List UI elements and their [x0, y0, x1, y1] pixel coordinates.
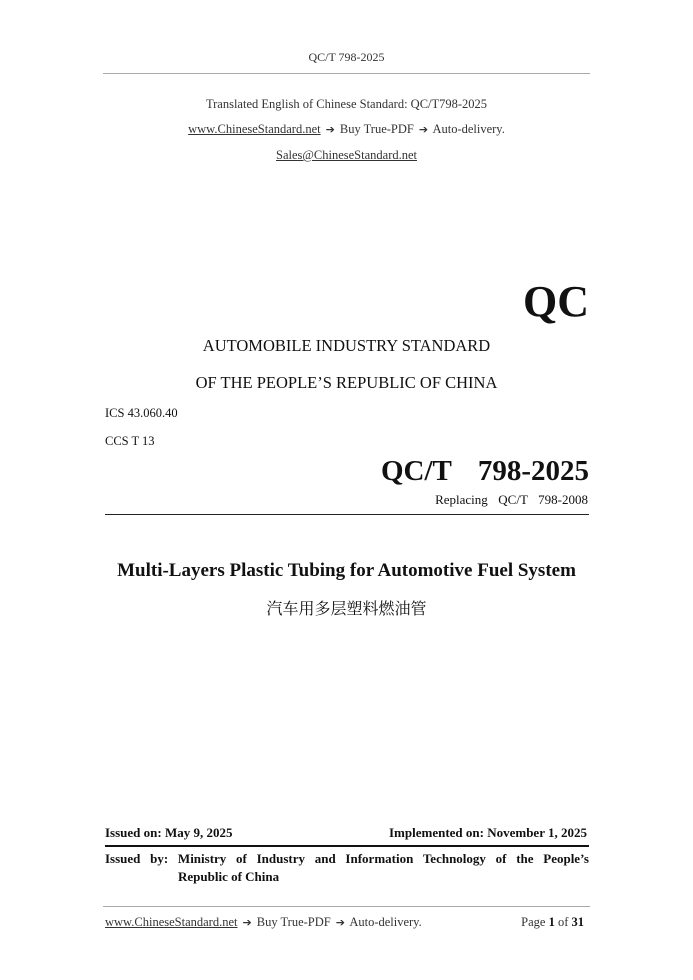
site-link[interactable]: www.ChineseStandard.net — [188, 122, 321, 136]
running-header: QC/T 798-2025 — [308, 50, 385, 64]
issue-divider — [105, 845, 589, 847]
right-arrow-icon: ➔ — [335, 916, 345, 929]
document-title-english: Multi-Layers Plastic Tubing for Automotive Fuel System — [117, 560, 576, 581]
footer-divider — [103, 906, 590, 907]
page-indicator — [521, 915, 584, 930]
standard-number-divider — [105, 514, 589, 515]
industry-standard-title: AUTOMOBILE INDUSTRY STANDARD — [202, 336, 491, 355]
right-arrow-icon: ➔ — [242, 916, 252, 929]
standard-number: QC/T 798-2025 — [380, 455, 589, 487]
footer-delivery-text: Auto-delivery. — [349, 915, 422, 929]
implemented-on-date: Implemented on: November 1, 2025 — [389, 825, 587, 840]
issued-by: Issued by: Ministry of Industry and Information Technology of the People’s — [105, 851, 589, 866]
qc-logo: QC — [523, 277, 589, 326]
auto-delivery-text: Auto-delivery. — [432, 122, 505, 136]
country-title: OF THE PEOPLE’S REPUBLIC OF CHINA — [195, 373, 498, 392]
footer-buy-text: Buy True-PDF — [256, 915, 331, 929]
page-label: Page — [521, 915, 546, 929]
replacing-standard: Replacing QC/T 798-2008 — [435, 492, 588, 507]
sales-email-line — [0, 148, 693, 163]
issued-by-continued: Republic of China — [178, 869, 280, 884]
ics-code: ICS 43.060.40 — [105, 406, 178, 420]
right-arrow-icon: ➔ — [418, 123, 429, 136]
buy-true-pdf-text: Buy True-PDF — [339, 122, 414, 136]
right-arrow-icon: ➔ — [325, 123, 335, 136]
purchase-line — [0, 122, 693, 137]
footer-purchase-line — [105, 915, 422, 930]
page-of-label: of — [557, 915, 569, 929]
footer-site-link[interactable]: www.ChineseStandard.net — [105, 915, 238, 929]
page-current: 1 — [548, 915, 555, 929]
ccs-code: CCS T 13 — [105, 434, 155, 448]
document-title-chinese: 汽车用多层塑料燃油管 — [266, 599, 427, 618]
sales-email-link[interactable]: Sales@ChineseStandard.net — [276, 148, 417, 162]
page-total: 31 — [571, 915, 584, 929]
translation-notice: Translated English of Chinese Standard: QC/T798-2025 — [205, 97, 488, 111]
issued-on-date: Issued on: May 9, 2025 — [105, 825, 233, 840]
header-divider — [103, 73, 590, 74]
